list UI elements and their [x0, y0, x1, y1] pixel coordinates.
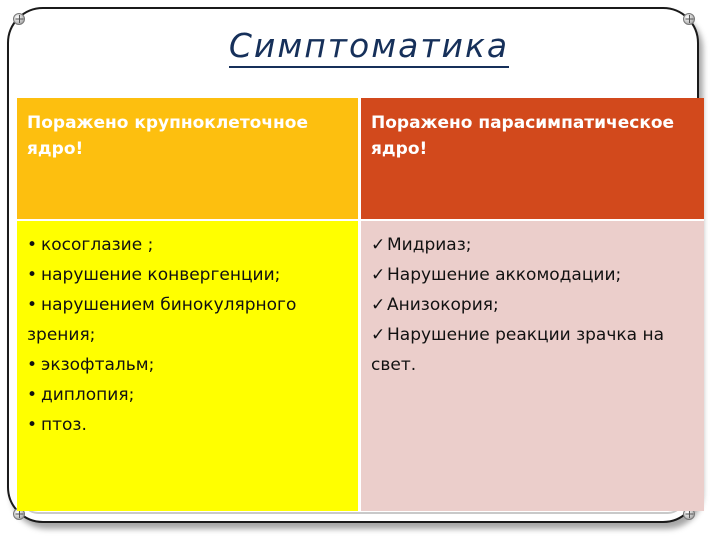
bullet-icon: •: [27, 385, 38, 405]
bullet-icon: •: [27, 265, 38, 285]
list-item: ✓ Анизокория;: [371, 290, 694, 320]
left-symptom-list: [17, 221, 358, 511]
list-item: • диплопия;: [27, 380, 348, 410]
symptom-table: [17, 98, 704, 511]
bullet-icon: •: [27, 235, 38, 255]
header-left: Поражено крупноклеточное ядро!: [17, 98, 358, 219]
checkmark-icon: ✓: [371, 325, 386, 345]
corner-stud-icon: [13, 13, 25, 25]
corner-stud-icon: [683, 13, 695, 25]
bullet-icon: •: [27, 295, 38, 315]
slide-title-text: Симптоматика: [229, 26, 509, 68]
list-item: ✓ Нарушение аккомодации;: [371, 260, 694, 290]
list-item: • нарушением бинокулярного зрения;: [27, 290, 348, 350]
checkmark-icon: ✓: [371, 235, 386, 255]
list-item: • экзофтальм;: [27, 350, 348, 380]
bullet-icon: •: [27, 415, 38, 435]
list-item: • косоглазие ;: [27, 230, 348, 260]
right-symptom-list: [361, 221, 704, 511]
bullet-icon: •: [27, 355, 38, 375]
list-item: • нарушение конвергенции;: [27, 260, 348, 290]
list-item: • птоз.: [27, 410, 348, 440]
checkmark-icon: ✓: [371, 295, 386, 315]
checkmark-icon: ✓: [371, 265, 386, 285]
list-item: ✓ Мидриаз;: [371, 230, 694, 260]
slide-title: [0, 26, 720, 65]
list-item: ✓ Нарушение реакции зрачка на свет.: [371, 320, 694, 380]
header-right: Поражено парасимпатическое ядро!: [361, 98, 704, 219]
